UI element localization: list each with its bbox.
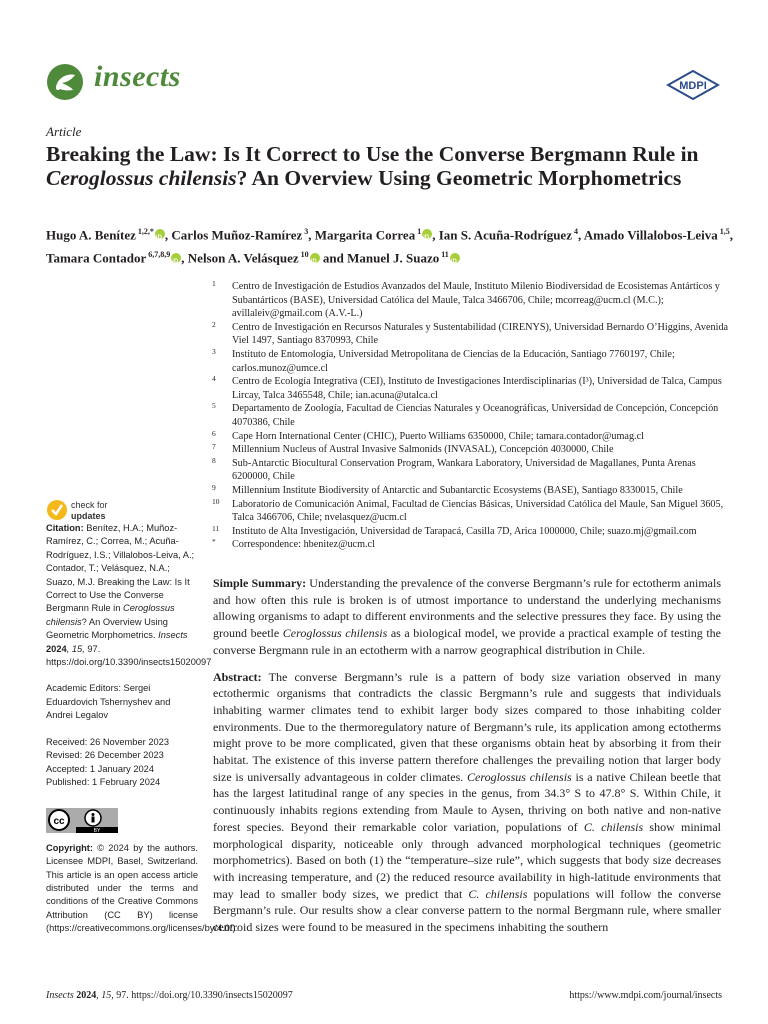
article-type: Article <box>46 124 82 139</box>
abstract-text-2: is a native Chilean beetle that has the largest latitudinal range of any species in the genus, from 34.3° S to 47.8° S. Within Chile, it continuously inhabits regions extending from Maule to Aysen, thriving on both native and non-native forest species. Beyond their remarkable color variation, populations of <box>213 769 721 834</box>
affiliation-number: 6 <box>212 428 216 438</box>
affiliation-item <box>212 484 732 498</box>
affiliation-text: Instituto de Alta Investigación, Universidad de Tarapacá, Casilla 7D, Arica 1000000, Chile; suazo.mj@gmail.com <box>232 525 697 537</box>
citation-volume: , 15, <box>66 643 85 654</box>
svg-text:BY: BY <box>93 828 101 834</box>
affiliation-text: Millennium Institute Biodiversity of Antarctic and Subantarctic Ecosystems (BASE), Santiago 8330015, Chile <box>232 484 683 496</box>
title-species: Ceroglossus chilensis <box>46 166 237 190</box>
svg-text:cc: cc <box>53 816 65 828</box>
citation-label: Citation: <box>46 523 84 533</box>
author-affiliation-sup: 1 <box>417 227 422 236</box>
affiliation-text: Centro de Investigación de Estudios Avanzados del Maule, Instituto Milenio Biodiversidad de Ecosistemas Antárticos y Subantárticos (BASE), Universidad Católica del Maule, Talca 3466706, Chile; mcorreag@ucm.cl (M.C.); avillaleiv@gmail.com (A.V.-L.) <box>232 281 720 320</box>
simple-summary-text: Understanding the prevalence of the converse Bergmann’s rule for ectotherm animals and how often this rule is broken is of utmost importance to understand the underlying mechanisms allowing organisms to adapt to different environments and the selective pressures they face. By using the ground beetle <box>213 576 722 641</box>
citation-year: 2024 <box>46 643 67 654</box>
check-for-updates-line1: check for <box>71 500 108 510</box>
simple-summary-label: Simple Summary: <box>213 576 307 590</box>
affiliation-text: Cape Horn International Center (CHIC), Puerto Williams 6350000, Chile; tamara.contador@umag.cl <box>232 430 644 442</box>
cc-by-license-badge[interactable] <box>46 808 118 833</box>
affiliation-number: 1 <box>212 279 216 288</box>
author-affiliation-sup: 6,7,8,9 <box>148 250 171 260</box>
date-accepted: Accepted: 1 January 2024 <box>46 763 155 774</box>
date-revised: Revised: 26 December 2023 <box>46 750 164 761</box>
mdpi-logo[interactable] <box>666 70 720 100</box>
footer-journal-url[interactable]: https://www.mdpi.com/journal/insects <box>569 990 722 1001</box>
author-affiliation-sup: 3 <box>304 227 309 236</box>
species-name: C. chilensis <box>468 886 528 901</box>
title-part-2: ? An Overview Using Geometric Morphometrics <box>236 166 682 190</box>
author-name[interactable]: Manuel J. Suazo <box>347 250 440 266</box>
abstract <box>213 669 721 936</box>
species-name: Ceroglossus chilensis <box>282 626 388 641</box>
journal-name[interactable]: insects <box>94 60 181 93</box>
author-name[interactable]: Amado Villalobos-Leiva <box>583 227 718 243</box>
footer-journal: Insects <box>46 990 74 1001</box>
abstract-text-4: populations will follow the converse Bergmann’s rule. Our results show a clear converse pattern to the normal Bergmann rule, where smaller centroid sizes were found to be measured in the specimens inhabiting the southern <box>213 886 722 935</box>
orcid-icon[interactable] <box>171 253 181 263</box>
affiliation-item <box>212 321 732 348</box>
affiliation-text: Laboratorio de Comunicación Animal, Facultad de Ciencias Básicas, Universidad Católica del Maule, San Miguel 3605, Talca 3466706, Chile; nvelasquez@ucm.cl <box>232 498 724 524</box>
affiliation-text: Instituto de Entomología, Universidad Metropolitana de Ciencias de la Educación, Santiago 7760197, Chile; carlos.munoz@umce.cl <box>232 348 675 374</box>
affiliation-text: Centro de Ecología Integrativa (CEI), Instituto de Investigaciones Interdisciplinarias (I³), Universidad de Talca, Campus Lircay, Talca 3465548, Chile; ian.acuna@utalca.cl <box>232 376 722 401</box>
affiliation-text: Departamento de Zoología, Facultad de Ciencias Naturales y Oceanográficas, Universidad de Concepción, Concepción 4070386, Chile <box>232 403 719 428</box>
affiliation-number: 4 <box>212 374 216 384</box>
affiliation-item <box>212 443 732 457</box>
author-name[interactable]: Carlos Muñoz-Ramírez <box>171 227 303 243</box>
footer-year: 2024 <box>73 990 97 1001</box>
affiliation-text: Millennium Nucleus of Austral Invasive Salmonids (INVASAL), Concepción 4030000, Chile <box>232 444 614 456</box>
academic-editors: Academic Editors: Sergei Eduardovich Tshernyshev and Andrei Legalov <box>46 683 171 721</box>
citation-text: Benítez, H.A.; Muñoz-Ramírez, C.; Correa, M.; Acuña-Rodríguez, I.S.; Villalobos-Leiva, A.; Contador, T.; Velásquez, N.A.; Suazo, M.J. Breaking the Law: Is It Correct to Use the Converse Bergmann Rule in <box>46 523 195 614</box>
footer-doi-link[interactable]: 97. https://doi.org/10.3390/insects15020097 <box>113 990 293 1001</box>
affiliation-item <box>212 538 732 552</box>
affiliation-item <box>212 457 732 484</box>
author-name[interactable]: Hugo A. Benítez <box>46 227 136 243</box>
affiliation-number: 5 <box>212 401 216 411</box>
author-name[interactable]: Tamara Contador <box>46 250 147 266</box>
abstract-text-1: The converse Bergmann’s rule is a pattern of body size variation observed in many ectothermic organisms that contradicts the classic Bergmann’s rule and suggests that individuals inhabiting warmer climates tend to exhibit larger body sizes compared to those inhabiting colder environments. Due to the thermoregulatory nature of Bergmann’s rule, its application among ectotherms might prove to be more complicated, given that these organisms obtain heat by absorbing it from their habitat. The existence of this inverse pattern therefore challenges the prevailing notion that larger body size is universally advantageous in colder climates. <box>213 669 721 784</box>
affiliation-item <box>212 280 732 321</box>
affiliation-number: * <box>212 537 216 547</box>
citation-journal: Insects <box>158 630 188 641</box>
affiliation-number: 2 <box>212 319 216 329</box>
author-affiliation-sup: 1,5 <box>719 227 730 236</box>
insect-logo-icon <box>46 63 84 101</box>
abstract-text-3: show minimal morphological disparity, noticeable only through advanced morphological techniques (geometric morphometrics). Based on both (1) the “temperature–size rule”, which suggests that body size decreases with increasing temperature, and (2) the reduced resource availability in high-latitude environments that may lead to smaller body sizes, we predict that <box>213 819 722 901</box>
citation-species: Ceroglossus chilensis <box>46 603 175 627</box>
author-name[interactable]: Nelson A. Velásquez <box>187 250 299 266</box>
affiliation-item <box>212 430 732 444</box>
copyright <box>46 842 239 936</box>
citation-text-2: ? An Overview Using Geometric Morphometrics. <box>46 616 168 641</box>
article-title <box>46 142 726 190</box>
affiliation-number: 11 <box>212 523 220 533</box>
mdpi-logo-text: MDPI <box>679 80 707 92</box>
simple-summary-text-2: as a biological model, we provide a practical example of testing the converse Bergmann rule in an ectotherm with a narrow geographical distribution in Chile. <box>213 626 721 657</box>
orcid-icon[interactable] <box>450 253 460 263</box>
abstract-label: Abstract: <box>213 669 262 684</box>
affiliation-item <box>212 348 732 375</box>
affiliation-text: Sub-Antarctic Biocultural Conservation Program, Wankara Laboratory, Universidad de Magallanes, Punta Arenas 6200000, Chile <box>232 457 696 483</box>
affiliations <box>212 280 732 552</box>
footer-volume: , 15, <box>96 990 114 1001</box>
author-name[interactable]: Ian S. Acuña-Rodríguez <box>438 227 572 243</box>
affiliation-text: Centro de Investigación en Recursos Naturales y Sustentabilidad (CIRENYS), Universidad Bernardo O’Higgins, Avenida Viel 1497, Santiago 8370993, Chile <box>232 321 729 347</box>
affiliation-text: Correspondence: hbenitez@ucm.cl <box>232 539 375 551</box>
affiliation-item <box>212 498 732 525</box>
affiliation-number: 7 <box>212 442 216 452</box>
date-received: Received: 26 November 2023 <box>46 736 169 747</box>
affiliation-item <box>212 402 732 429</box>
check-for-updates-badge[interactable] <box>46 497 136 523</box>
affiliation-number: 3 <box>212 346 216 356</box>
orcid-icon[interactable] <box>310 253 320 263</box>
author-list: Hugo A. Benítez $^{1,2,*}$iD , Carlos Muñoz-Ramírez $^3$, Margarita Correa $^1$iD , Ian S. Acuña-Rodríguez $^4$, Amado Villalobos-Leiva $^{1,5}$, Tamara Contador $^{6,7,8,9}$iD , Nelson A. Velásquez $^{10}$iD and Manuel J. Suazo $^{11}$iD <box>46 222 736 269</box>
copyright-text: © 2024 by the authors. Licensee MDPI, Basel, Switzerland. This article is an open access article distributed under the terms and conditions of the Creative Commons Attribution (CC BY) license (https://creativecommons.org/licenses/by/4.0/). <box>46 842 239 934</box>
author-affiliation-sup: 4 <box>573 227 578 236</box>
species-name: Ceroglossus chilensis <box>467 769 572 784</box>
affiliation-number: 10 <box>212 496 220 506</box>
footer-citation <box>46 990 293 1001</box>
main-text <box>213 575 721 946</box>
affiliation-number: 8 <box>212 455 216 465</box>
copyright-label: Copyright: <box>46 842 93 853</box>
species-name: C. chilensis <box>583 819 644 834</box>
orcid-icon[interactable] <box>422 229 432 239</box>
affiliation-number: 9 <box>212 482 216 492</box>
date-published: Published: 1 February 2024 <box>46 776 161 787</box>
affiliation-item <box>212 525 732 539</box>
citation-doi[interactable]: 97. https://doi.org/10.3390/insects15020097 <box>46 643 212 668</box>
affiliation-item <box>212 375 732 402</box>
author-affiliation-sup: 11 <box>441 250 449 260</box>
simple-summary <box>213 575 721 659</box>
author-affiliation-sup: 1,2,* <box>137 227 154 236</box>
author-name[interactable]: Margarita Correa <box>314 227 416 243</box>
citation <box>46 522 212 669</box>
title-part-1: Breaking the Law: Is It Correct to Use the Converse Bergmann Rule in <box>46 142 699 166</box>
check-for-updates-line2: updates <box>71 511 106 521</box>
orcid-icon[interactable] <box>155 229 165 239</box>
author-affiliation-sup: 10 <box>300 250 309 260</box>
